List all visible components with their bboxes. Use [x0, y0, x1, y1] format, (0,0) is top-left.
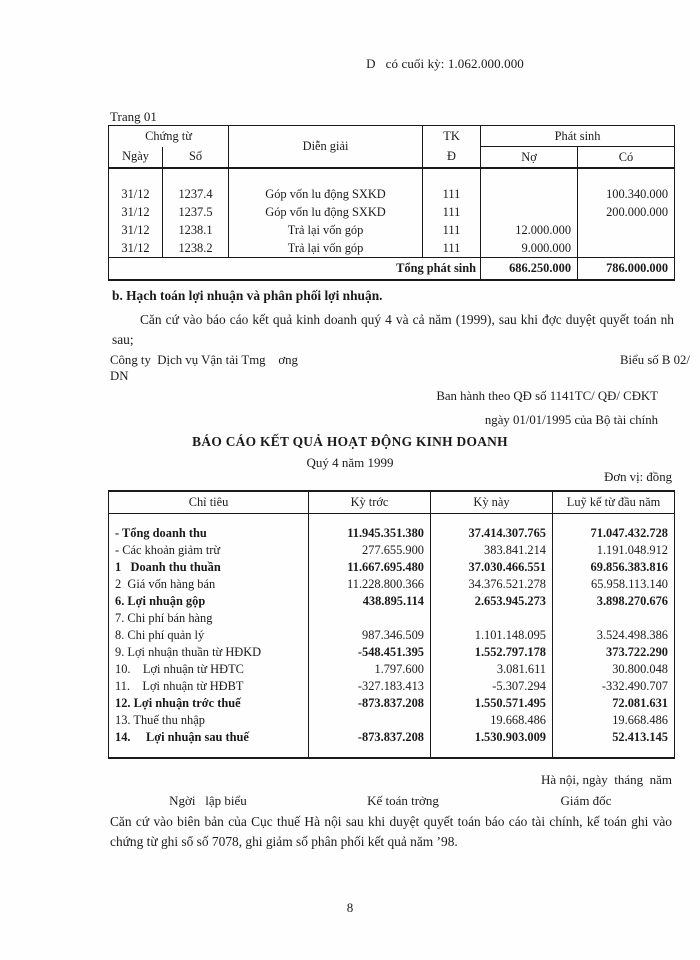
report-subtitle: Quý 4 năm 1999	[306, 455, 394, 470]
cell-account: 111	[423, 185, 481, 203]
th-number: Số	[163, 147, 229, 169]
cell-indicator	[109, 661, 309, 678]
cell-date: 31/12	[109, 239, 163, 258]
cell-account: 111	[423, 203, 481, 221]
cell-description: Trả lại vốn góp	[229, 239, 423, 258]
table-row	[109, 695, 675, 712]
cell-current: 37.414.307.765	[431, 525, 553, 542]
row-index: 12.	[115, 696, 131, 710]
income-bottom-spacer-row	[109, 746, 675, 758]
closing-paragraph: Căn cứ vào biên bản của Cục thuế Hà nội sau khi duyệt quyết toán báo cáo tài chính, kế toán ghi vào chứng từ ghi sổ số 7078, ghi giảm số phân phối kết quả năm ’98.	[110, 814, 672, 850]
table-row	[109, 729, 675, 746]
journal-header-row-1	[109, 126, 675, 147]
table-row	[109, 576, 675, 593]
row-label: Lợi nhuận trớc thuế	[133, 696, 241, 710]
signature-preparer: Ngời lập biểu	[169, 793, 247, 808]
cell-current: -5.307.294	[431, 678, 553, 695]
income-statement-table	[108, 490, 675, 759]
row-index: 6.	[115, 594, 125, 608]
opening-balance-line: D có cuối kỳ: 1.062.000.000	[366, 56, 524, 71]
cell-indicator	[109, 559, 309, 576]
cell-prev: 987.346.509	[309, 627, 431, 644]
table-row	[109, 203, 675, 221]
cell-indicator	[109, 542, 309, 559]
cell-indicator	[109, 712, 309, 729]
cell-indicator	[109, 525, 309, 542]
table-row	[109, 593, 675, 610]
th-account-line2: Đ	[423, 147, 481, 169]
income-table-body	[109, 514, 675, 759]
cell-current: 37.030.466.551	[431, 559, 553, 576]
table-row	[109, 644, 675, 661]
cell-debit: 12.000.000	[481, 221, 578, 239]
journal-page-label: Trang 01	[110, 109, 157, 124]
section-b-heading: b. Hạch toán lợi nhuận và phân phối lợi nhuận.	[112, 288, 383, 303]
row-label: Doanh thu thuần	[130, 560, 221, 574]
cell-number: 1237.4	[163, 185, 229, 203]
currency-unit-label: Đơn vị: đồng	[604, 470, 672, 484]
cell-indicator	[109, 593, 309, 610]
th-prev: Kỳ trớc	[309, 491, 431, 514]
table-row	[109, 661, 675, 678]
row-label: Tổng doanh thu	[122, 526, 207, 540]
cell-prev: -548.451.395	[309, 644, 431, 661]
table-row	[109, 525, 675, 542]
cell-current: 3.081.611	[431, 661, 553, 678]
row-index: -	[115, 543, 120, 557]
journal-table-body	[109, 168, 675, 280]
row-index: 1	[115, 560, 122, 574]
journal-total-row	[109, 258, 675, 281]
cell-current	[431, 610, 553, 627]
row-index: 14.	[115, 730, 131, 744]
cell-prev: 11.945.351.380	[309, 525, 431, 542]
cell-credit: 200.000.000	[578, 203, 675, 221]
th-current: Kỳ này	[431, 491, 553, 514]
cell-cumulative: 52.413.145	[553, 729, 675, 746]
cell-prev: 11.667.695.480	[309, 559, 431, 576]
cell-prev: -873.837.208	[309, 729, 431, 746]
journal-spacer-row	[109, 168, 675, 185]
cell-credit	[578, 221, 675, 239]
total-credit: 786.000.000	[578, 258, 675, 281]
th-indicator: Chỉ tiêu	[109, 491, 309, 514]
cell-credit: 100.340.000	[578, 185, 675, 203]
cell-cumulative: 373.722.290	[553, 644, 675, 661]
cell-debit: 9.000.000	[481, 239, 578, 258]
table-row	[109, 610, 675, 627]
cell-cumulative: 71.047.432.728	[553, 525, 675, 542]
row-index: 13.	[115, 713, 131, 727]
cell-cumulative: 3.524.498.386	[553, 627, 675, 644]
cell-current: 2.653.945.273	[431, 593, 553, 610]
cell-current: 383.841.214	[431, 542, 553, 559]
cell-cumulative: 30.800.048	[553, 661, 675, 678]
cell-current: 1.530.903.009	[431, 729, 553, 746]
cell-prev: 1.797.600	[309, 661, 431, 678]
cell-indicator	[109, 644, 309, 661]
cell-current: 1.101.148.095	[431, 627, 553, 644]
cell-prev	[309, 712, 431, 729]
cell-indicator	[109, 729, 309, 746]
cell-description: Góp vốn lu động SXKD	[229, 185, 423, 203]
cell-indicator	[109, 695, 309, 712]
income-spacer-row	[109, 514, 675, 526]
cell-prev: -873.837.208	[309, 695, 431, 712]
signature-director: Giám đốc	[560, 793, 612, 808]
page-title: BÁO CÁO KẾT QUẢ HOẠT ĐỘNG KINH DOANH	[192, 434, 508, 449]
cell-cumulative: 1.191.048.912	[553, 542, 675, 559]
row-index: 10.	[115, 662, 131, 676]
table-row	[109, 678, 675, 695]
row-label: Lợi nhuận thuần từ HĐKD	[127, 645, 262, 659]
th-voucher-group: Chứng từ	[109, 126, 229, 147]
cell-prev: -327.183.413	[309, 678, 431, 695]
cell-indicator	[109, 610, 309, 627]
cell-cumulative: 19.668.486	[553, 712, 675, 729]
signature-chief-accountant: Kế toán trởng	[367, 793, 439, 808]
cell-account: 111	[423, 221, 481, 239]
cell-debit	[481, 203, 578, 221]
cell-indicator	[109, 627, 309, 644]
cell-indicator	[109, 576, 309, 593]
cell-cumulative: 3.898.270.676	[553, 593, 675, 610]
row-index: 9.	[115, 645, 125, 659]
total-debit: 686.250.000	[481, 258, 578, 281]
cell-current: 34.376.521.278	[431, 576, 553, 593]
signature-row	[108, 793, 674, 809]
row-index: 7.	[115, 611, 125, 625]
table-row	[109, 627, 675, 644]
row-label: Giá vốn hàng bán	[127, 577, 216, 591]
cell-cumulative: -332.490.707	[553, 678, 675, 695]
basis-paragraph: Căn cứ vào báo cáo kết quả kinh doanh quý 4 và cả năm (1999), sau khi đợc duyệt quyết toán nh sau;	[112, 312, 674, 348]
cell-debit	[481, 185, 578, 203]
cell-prev	[309, 610, 431, 627]
company-name: Công ty Dịch vụ Vận tải Tmg ơng	[110, 353, 298, 367]
cell-credit	[578, 239, 675, 258]
row-label: Chi phí quản lý	[127, 628, 205, 642]
cell-date: 31/12	[109, 203, 163, 221]
th-credit: Có	[578, 147, 675, 169]
th-arising-group: Phát sinh	[481, 126, 675, 147]
th-cumulative: Luỹ kế từ đầu năm	[553, 491, 675, 514]
table-row	[109, 559, 675, 576]
income-header-row	[109, 491, 675, 514]
cell-current: 19.668.486	[431, 712, 553, 729]
issued-date: ngày 01/01/1995 của Bộ tài chính	[484, 413, 658, 427]
cell-number: 1238.2	[163, 239, 229, 258]
row-label: Lợi nhuận gộp	[127, 594, 206, 608]
row-label: Lợi nhuận từ HĐTC	[142, 662, 244, 676]
row-index: 8.	[115, 628, 125, 642]
table-row	[109, 542, 675, 559]
row-label: Lợi nhuận sau thuế	[146, 730, 249, 744]
th-account-line1: TK	[423, 126, 481, 147]
company-name-line2: DN	[110, 369, 129, 383]
row-label: Các khoản giảm trừ	[122, 543, 221, 557]
form-code: Biểu số B 02/	[619, 353, 690, 367]
table-row	[109, 185, 675, 203]
table-row	[109, 239, 675, 258]
cell-number: 1237.5	[163, 203, 229, 221]
th-description: Diễn giải	[229, 126, 423, 169]
table-row	[109, 221, 675, 239]
cell-description: Góp vốn lu động SXKD	[229, 203, 423, 221]
cell-account: 111	[423, 239, 481, 258]
row-label: Thuế thu nhập	[133, 713, 205, 727]
cell-prev: 438.895.114	[309, 593, 431, 610]
cell-cumulative: 69.856.383.816	[553, 559, 675, 576]
cell-cumulative: 72.081.631	[553, 695, 675, 712]
cell-prev: 11.228.800.366	[309, 576, 431, 593]
journal-table	[108, 125, 675, 281]
cell-description: Trả lại vốn góp	[229, 221, 423, 239]
cell-cumulative	[553, 610, 675, 627]
row-index: 2	[115, 577, 122, 591]
issued-under-decision: Ban hành theo QĐ số 1141TC/ QĐ/ CĐKT	[436, 389, 658, 403]
row-index: -	[115, 526, 120, 540]
row-index: 11.	[115, 679, 131, 693]
cell-date: 31/12	[109, 221, 163, 239]
place-date-line: Hà nội, ngày tháng năm	[540, 772, 672, 787]
cell-prev: 277.655.900	[309, 542, 431, 559]
cell-number: 1238.1	[163, 221, 229, 239]
table-row	[109, 712, 675, 729]
th-debit: Nợ	[481, 147, 578, 169]
row-label: Chi phí bán hàng	[127, 611, 213, 625]
cell-current: 1.550.571.495	[431, 695, 553, 712]
page-number: 8	[346, 900, 354, 915]
th-date: Ngày	[109, 147, 163, 169]
cell-indicator	[109, 678, 309, 695]
cell-current: 1.552.797.178	[431, 644, 553, 661]
row-label: Lợi nhuận từ HĐBT	[142, 679, 244, 693]
cell-cumulative: 65.958.113.140	[553, 576, 675, 593]
total-label: Tổng phát sinh	[109, 258, 481, 281]
cell-date: 31/12	[109, 185, 163, 203]
